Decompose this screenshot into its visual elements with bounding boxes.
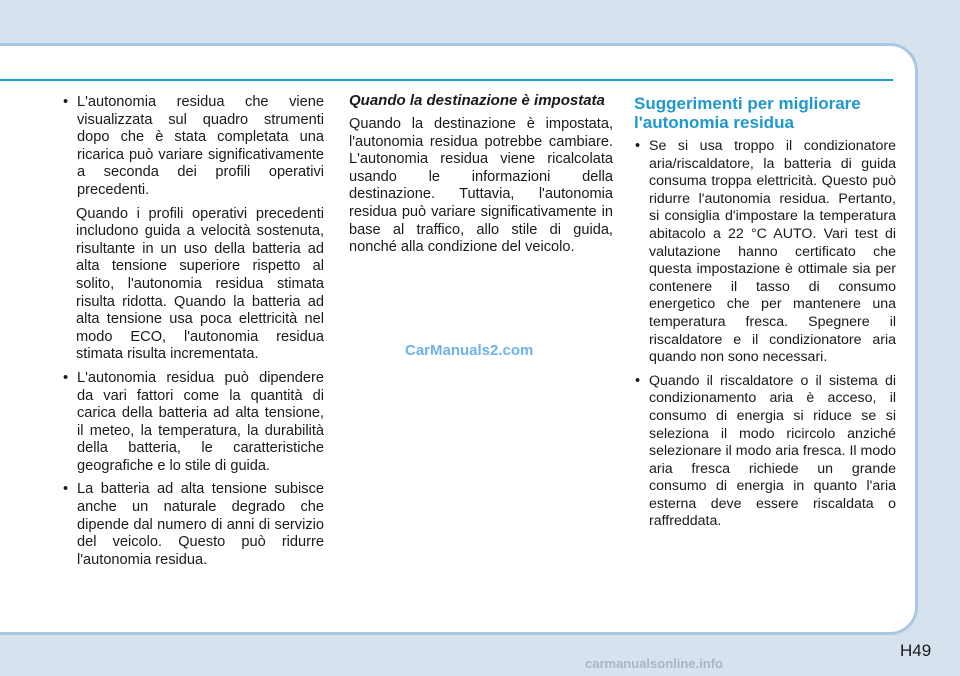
bullet: • xyxy=(635,138,641,154)
bullet-continuation xyxy=(76,206,324,364)
watermark-link[interactable]: CarManuals2.com xyxy=(405,342,534,359)
bullet-text: La batteria ad alta tensione subisce anche un naturale degrado che dipende dal numero di anni di servizio del veicolo. Questo può ridurre l'autonomia residua. xyxy=(77,481,324,568)
bullet-text: Quando il riscaldatore o il sistema di condizionamento aria è acceso, il consumo di energia si riduce se si seleziona il modo ricircolo anziché selezionare il modo aria fresca. Il modo aria fresca richiede un grande consumo di energia in quanto l'aria esterna deve essere riscaldata o raffreddata. xyxy=(649,372,896,530)
list-item xyxy=(62,370,324,476)
column-middle xyxy=(349,92,613,257)
bullet: • xyxy=(635,372,641,389)
bullet-text: Se si usa troppo il condizionatore aria/riscaldatore, la batteria di guida consuma troppa elettricità. Questo può ridurre l'autonomia residua. Pertanto, si consiglia d'impostare la temperatura abitacolo a 22 °C AUTO. Vari test di valutazione hanno certificato che questa impostazione è ottimale sia per contenere il tasso di consumo energetico che per mantenere una temperatura fresca. Spegnere il riscaldatore e il condizionatore aria quando non sono necessari. xyxy=(649,138,896,366)
list-item xyxy=(634,373,896,531)
header-rule xyxy=(0,79,893,81)
column-left xyxy=(62,94,324,575)
list-item xyxy=(634,138,896,367)
bullet: • xyxy=(63,369,69,386)
section-heading: Suggerimenti per migliorare l'autonomia residua xyxy=(634,94,861,132)
bullet-text: L'autonomia residua che viene visualizzata sul quadro strumenti dopo che è stata completata una ricarica può variare significativamente a seconda dei profili operativi precedenti. xyxy=(77,94,324,198)
section-subheading: Quando la destinazione è impostata xyxy=(349,92,605,109)
list-item xyxy=(62,481,324,569)
bullet-text: L'autonomia residua può dipendere da vari fattori come la quantità di carica della batteria ad alta tensione, il meteo, la temperatura, la durabilità della batteria, le caratteristiche geografiche e lo stile di guida. xyxy=(77,369,324,474)
page-number: H49 xyxy=(900,641,932,660)
column-right xyxy=(634,94,896,537)
footer-watermark: carmanualsonline.info xyxy=(585,656,723,671)
bullet: • xyxy=(63,94,69,110)
list-item xyxy=(62,94,324,200)
paragraph-text: Quando i profili operativi precedenti includono guida a velocità sostenuta, risultante in un uso della batteria ad alta tensione superiore rispetto al solito, l'autonomia residua stimata risulta ridotta. Quando la batteria ad alta tensione usa poca elettricità nel modo ECO, l'autonomia residua stimata risulta incrementata. xyxy=(76,205,324,363)
paragraph-text: Quando la destinazione è impostata, l'autonomia residua potrebbe cambiare. L'autonomia residua viene ricalcolata usando le informazioni della destinazione. Tuttavia, l'autonomia residua può variare significativamente in base al traffico, allo stile di guida, nonché alla condizione del veicolo. xyxy=(349,116,613,256)
bullet: • xyxy=(63,481,69,498)
